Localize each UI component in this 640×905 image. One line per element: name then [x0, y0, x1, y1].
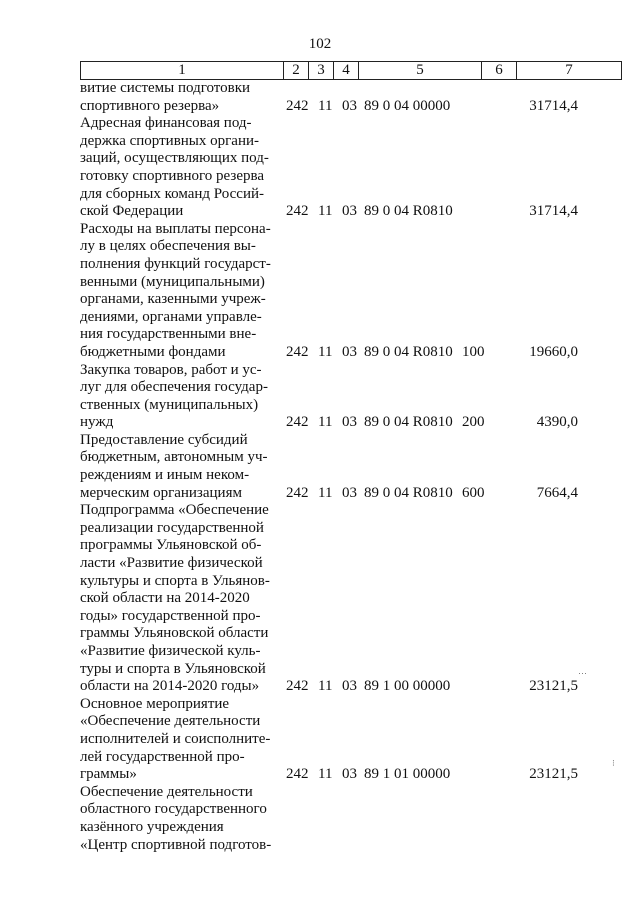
- scan-artifact: ⋯: [578, 668, 587, 678]
- cell-c4: 03: [342, 97, 357, 114]
- row-description: [80, 80, 280, 115]
- description-line: нужд: [80, 414, 114, 431]
- cell-c7: 23121,5: [529, 766, 578, 783]
- description-line: «Развитие физической куль-: [80, 643, 261, 659]
- description-line: ской Федерации: [80, 203, 184, 220]
- cell-c4: 03: [342, 203, 357, 220]
- description-line: Расходы на выплаты персона-: [80, 220, 271, 237]
- cell-c5: 89 0 04 R0810: [364, 203, 453, 220]
- description-line: луг для обеспечения государ-: [80, 379, 268, 396]
- cell-c7: 23121,5: [529, 678, 578, 695]
- header-col-7: 7: [517, 62, 622, 80]
- row-description: [80, 696, 280, 784]
- description-line: держка спортивных органи-: [80, 132, 259, 149]
- cell-c4: 03: [342, 678, 357, 695]
- description-line: дениями, органами управле-: [80, 308, 262, 325]
- row-description: [80, 502, 280, 696]
- description-line: лу в целях обеспечения вы-: [80, 238, 256, 255]
- description-line: реализации государственной: [80, 519, 264, 536]
- description-line: спортивного резерва»: [80, 97, 220, 114]
- cell-c5: 89 1 00 00000: [364, 678, 451, 695]
- cell-c5: 89 0 04 R0810: [364, 414, 453, 431]
- header-col-6: 6: [482, 62, 517, 80]
- header-col-2: 2: [284, 62, 309, 80]
- cell-c2: 242: [286, 97, 309, 114]
- cell-c2: 242: [286, 766, 309, 783]
- cell-c3: 11: [318, 414, 333, 431]
- header-col-3: 3: [309, 62, 334, 80]
- header-col-1: 1: [81, 62, 284, 80]
- table-body: [80, 80, 620, 854]
- description-line: для сборных команд Россий-: [80, 185, 264, 202]
- description-line: туры и спорта в Ульяновской: [80, 660, 266, 677]
- cell-c4: 03: [342, 766, 357, 783]
- cell-c3: 11: [318, 203, 333, 220]
- cell-c7: 31714,4: [529, 97, 578, 114]
- cell-c3: 11: [318, 97, 333, 114]
- description-line: исполнителей и соисполните-: [80, 730, 271, 747]
- description-line: ласти «Развитие физической: [80, 555, 263, 572]
- cell-c7: 4390,0: [536, 414, 578, 431]
- description-line: области на 2014-2020 годы»: [80, 678, 260, 695]
- cell-c3: 11: [318, 484, 333, 501]
- table-row: [80, 362, 620, 432]
- cell-c2: 242: [286, 678, 309, 695]
- description-line: бюджетными фондами: [80, 343, 226, 360]
- description-line: венными (муниципальными): [80, 273, 265, 290]
- header-col-5: 5: [359, 62, 482, 80]
- column-header-row: [80, 61, 622, 80]
- cell-c2: 242: [286, 343, 309, 360]
- cell-c5: 89 0 04 R0810: [364, 484, 453, 501]
- description-line: лей государственной про-: [80, 748, 245, 765]
- description-line: Предоставление субсидий: [80, 431, 248, 448]
- description-line: областного государственного: [80, 801, 267, 818]
- description-line: реждениям и иным неком-: [80, 467, 250, 484]
- table-row: [80, 696, 620, 784]
- cell-c6: 600: [462, 484, 485, 501]
- header-col-4: 4: [334, 62, 359, 80]
- description-line: культуры и спорта в Ульянов-: [80, 572, 270, 589]
- description-line: граммы Ульяновской области: [80, 625, 269, 642]
- description-line: Основное мероприятие: [80, 695, 230, 712]
- description-line: готовку спортивного резерва: [80, 167, 265, 184]
- cell-c5: 89 1 01 00000: [364, 766, 451, 783]
- description-line: «Центр спортивной подготов-: [80, 836, 272, 853]
- cell-c2: 242: [286, 414, 309, 431]
- description-line: ственных (муниципальных): [80, 396, 259, 413]
- description-line: витие системы подготовки: [80, 80, 251, 96]
- description-line: мерческим организациям: [80, 484, 242, 501]
- table-row: [80, 221, 620, 362]
- cell-c4: 03: [342, 343, 357, 360]
- cell-c7: 7664,4: [536, 484, 578, 501]
- row-description: [80, 362, 280, 432]
- description-line: заций, осуществляющих под-: [80, 150, 269, 167]
- cell-c5: 89 0 04 00000: [364, 97, 451, 114]
- description-line: граммы»: [80, 766, 137, 783]
- description-line: Закупка товаров, работ и ус-: [80, 361, 262, 378]
- table-row: [80, 80, 620, 115]
- cell-c7: 19660,0: [529, 343, 578, 360]
- description-line: годы» государственной про-: [80, 607, 261, 624]
- description-line: органами, казенными учреж-: [80, 291, 266, 308]
- description-line: Адресная финансовая под-: [80, 115, 252, 132]
- description-line: Обеспечение деятельности: [80, 783, 253, 800]
- cell-c3: 11: [318, 766, 333, 783]
- description-line: «Обеспечение деятельности: [80, 713, 261, 730]
- row-description: [80, 115, 280, 221]
- cell-c7: 31714,4: [529, 203, 578, 220]
- page-number: 102: [308, 36, 332, 52]
- cell-c3: 11: [318, 343, 333, 360]
- cell-c6: 100: [462, 343, 485, 360]
- cell-c4: 03: [342, 484, 357, 501]
- description-line: программы Ульяновской об-: [80, 537, 262, 554]
- description-line: ния государственными вне-: [80, 326, 257, 343]
- scan-artifact: ⁝: [612, 758, 615, 768]
- description-line: ской области на 2014-2020: [80, 590, 250, 607]
- cell-c3: 11: [318, 678, 333, 695]
- description-line: казённого учреждения: [80, 818, 224, 835]
- cell-c5: 89 0 04 R0810: [364, 343, 453, 360]
- cell-c6: 200: [462, 414, 485, 431]
- table-row: [80, 432, 620, 502]
- description-line: Подпрограмма «Обеспечение: [80, 502, 269, 519]
- row-description: [80, 784, 280, 854]
- row-description: [80, 432, 280, 502]
- row-description: [80, 221, 280, 362]
- description-line: бюджетным, автономным уч-: [80, 449, 268, 466]
- cell-c2: 242: [286, 484, 309, 501]
- table-row: [80, 502, 620, 696]
- table-row: [80, 784, 620, 854]
- cell-c4: 03: [342, 414, 357, 431]
- cell-c2: 242: [286, 203, 309, 220]
- description-line: полнения функций государст-: [80, 255, 271, 272]
- table-row: [80, 115, 620, 221]
